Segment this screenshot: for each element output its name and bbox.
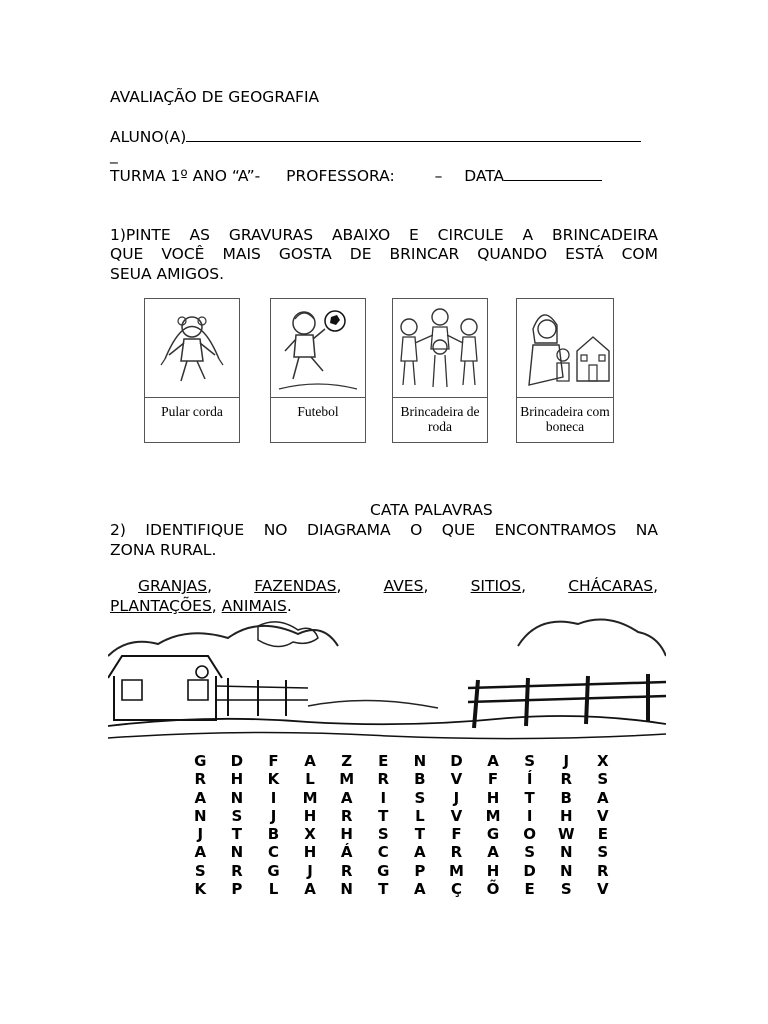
student-label: ALUNO(A) (110, 128, 187, 146)
grid-letter[interactable]: B (414, 770, 426, 789)
card-ring-game[interactable] (392, 298, 488, 443)
grid-letter[interactable]: A (304, 752, 316, 770)
grid-letter[interactable]: C (267, 843, 279, 862)
date-label: DATA (464, 167, 505, 185)
jump-rope-girl-icon (145, 299, 239, 398)
grid-letter[interactable]: R (560, 770, 573, 789)
word-aves: AVES (383, 577, 424, 595)
grid-letter[interactable]: B (560, 788, 572, 807)
grid-letter[interactable]: E (597, 825, 608, 844)
grid-letter[interactable]: R (377, 770, 390, 789)
grid-letter[interactable]: B (267, 825, 280, 844)
grid-letter[interactable]: A (414, 880, 426, 899)
word-sitios: SITIOS (470, 577, 522, 595)
grid-letter[interactable]: R (340, 806, 353, 825)
q2-line-2: ZONA RURAL. (110, 541, 217, 559)
grid-letter[interactable]: X (304, 825, 316, 844)
grid-letter[interactable]: J (307, 861, 313, 880)
grid-letter[interactable]: S (597, 770, 609, 789)
grid-letter[interactable]: H (340, 825, 353, 844)
grid-letter[interactable]: T (231, 825, 242, 844)
separator: , (207, 577, 213, 595)
word-plantacoes: PLANTAÇÕES (110, 597, 212, 615)
separator: , (423, 577, 429, 595)
farm-landscape-icon (108, 616, 666, 744)
card-caption: Brincadeira de roda (400, 404, 480, 434)
grid-letter[interactable]: N (559, 843, 573, 862)
grid-letter[interactable]: V (597, 806, 609, 825)
grid-letter[interactable]: M (339, 770, 355, 789)
word-granjas: GRANJAS (138, 577, 208, 595)
grid-letter[interactable]: R (450, 843, 463, 862)
grid-letter[interactable]: S (231, 806, 243, 825)
grid-letter[interactable]: R (597, 861, 609, 880)
grid-letter[interactable]: J (563, 752, 570, 770)
page-title: AVALIAÇÃO DE GEOGRAFIA (110, 88, 320, 106)
grid-letter[interactable]: T (524, 788, 535, 807)
grid-letter[interactable]: V (450, 806, 463, 825)
grid-letter[interactable]: S (560, 880, 572, 899)
ring-game-children-icon (393, 299, 487, 398)
grid-letter[interactable]: A (487, 752, 499, 770)
grid-letter[interactable]: S (524, 752, 536, 770)
grid-letter[interactable]: M (302, 788, 318, 807)
soccer-boy-icon (271, 299, 365, 398)
grid-letter[interactable]: H (303, 806, 317, 825)
grid-letter[interactable]: P (231, 880, 243, 899)
q2-line-1: 2) IDENTIFIQUE NO DIAGRAMA O QUE ENCONTRAMOS NA (110, 521, 658, 539)
grid-letter[interactable]: N (413, 752, 427, 770)
grid-letter[interactable]: A (487, 843, 499, 862)
grid-letter[interactable]: N (559, 861, 573, 880)
grid-letter[interactable]: S (597, 843, 609, 862)
grid-letter[interactable]: H (303, 843, 317, 862)
final-period: . (286, 597, 292, 615)
grid-letter[interactable]: H (230, 770, 244, 789)
grid-letter[interactable]: T (414, 825, 425, 844)
class-row (110, 166, 658, 185)
q1-line-2: QUE VOCÊ MAIS GOSTA DE BRINCAR QUANDO ESTÁ COM (110, 245, 658, 263)
stray-underscore: _ (110, 146, 118, 164)
word-chacaras: CHÁCARAS (568, 577, 654, 595)
grid-letter[interactable]: F (451, 825, 462, 844)
grid-letter[interactable]: D (230, 752, 244, 770)
grid-letter[interactable]: I (380, 788, 387, 807)
grid-letter[interactable]: V (450, 770, 463, 789)
grid-letter[interactable]: M (485, 806, 501, 825)
date-field[interactable] (504, 166, 602, 181)
section-title: CATA PALAVRAS (370, 501, 493, 519)
grid-letter[interactable]: Í (526, 770, 533, 789)
grid-letter[interactable]: I (270, 788, 277, 807)
grid-letter[interactable]: G (267, 861, 280, 880)
grid-letter[interactable]: M (448, 861, 464, 880)
grid-letter[interactable]: A (414, 843, 426, 862)
grid-letter[interactable]: L (268, 880, 279, 899)
grid-letter[interactable]: Ç (450, 880, 462, 899)
grid-letter[interactable]: A (304, 880, 316, 899)
grid-letter[interactable]: A (194, 788, 207, 807)
grid-letter[interactable]: G (377, 861, 390, 880)
grid-letter[interactable]: Õ (486, 880, 500, 899)
grid-letter[interactable]: F (487, 770, 499, 789)
grid-letter[interactable]: G (486, 825, 500, 844)
grid-letter[interactable]: E (378, 752, 389, 770)
grid-letter[interactable]: N (194, 806, 207, 825)
word-animais: ANIMAIS (221, 597, 287, 615)
grid-letter[interactable]: J (270, 806, 277, 825)
word-list-line-2 (110, 597, 658, 615)
student-name-field[interactable] (186, 127, 641, 142)
grid-letter[interactable]: W (557, 825, 575, 844)
grid-letter[interactable]: N (230, 788, 244, 807)
card-caption: Pular corda (161, 404, 223, 419)
grid-letter[interactable]: H (486, 788, 500, 807)
grid-letter[interactable]: S (377, 825, 389, 844)
grid-letter[interactable]: D (523, 861, 536, 880)
card-soccer[interactable] (270, 298, 366, 443)
grid-letter[interactable]: N (230, 843, 244, 862)
grid-letter[interactable]: X (597, 752, 609, 770)
teacher-label: PROFESSORA: (286, 167, 395, 185)
grid-letter[interactable]: Z (341, 752, 353, 770)
card-doll[interactable] (516, 298, 614, 443)
grid-letter[interactable]: L (415, 806, 425, 825)
grid-letter[interactable]: S (524, 843, 536, 862)
grid-letter[interactable]: S (194, 861, 206, 880)
card-caption: Futebol (297, 404, 339, 419)
grid-letter[interactable]: K (267, 770, 280, 789)
grid-letter[interactable]: E (524, 880, 535, 899)
grid-letter[interactable]: I (526, 806, 533, 825)
q1-line-1: 1)PINTE AS GRAVURAS ABAIXO E CIRCULE A BRINCADEIRA (110, 226, 658, 244)
grid-letter[interactable]: N (340, 880, 353, 899)
grid-letter[interactable]: H (559, 806, 573, 825)
grid-letter[interactable]: L (305, 770, 315, 789)
grid-letter[interactable]: R (231, 861, 243, 880)
class-label: TURMA 1º ANO “A”- (110, 167, 261, 185)
grid-letter[interactable]: G (194, 752, 207, 770)
card-caption: Brincadeira com boneca (520, 404, 610, 434)
separator: , (653, 577, 658, 595)
grid-letter[interactable]: F (268, 752, 279, 770)
word-list-line-1 (110, 577, 658, 595)
q1-line-3: SEUA AMIGOS. (110, 265, 225, 283)
grid-letter[interactable]: C (377, 843, 389, 862)
student-row (110, 127, 658, 146)
grid-letter[interactable]: H (486, 861, 500, 880)
grid-letter[interactable]: J (453, 788, 460, 807)
grid-letter[interactable]: J (197, 825, 204, 844)
dash: – (434, 167, 443, 185)
grid-letter[interactable]: A (194, 843, 207, 862)
separator: , (521, 577, 527, 595)
word-fazendas: FAZENDAS (254, 577, 337, 595)
grid-letter[interactable]: A (340, 788, 353, 807)
grid-letter[interactable]: R (194, 770, 207, 789)
girl-with-doll-icon (517, 299, 613, 398)
grid-letter[interactable]: T (378, 806, 389, 825)
card-jump-rope[interactable] (144, 298, 240, 443)
grid-letter[interactable]: S (414, 788, 426, 807)
grid-letter[interactable]: T (378, 880, 389, 899)
grid-letter[interactable]: P (414, 861, 426, 880)
grid-letter[interactable]: R (340, 861, 353, 880)
grid-letter[interactable]: K (194, 880, 207, 899)
grid-letter[interactable]: A (597, 788, 609, 807)
grid-letter[interactable]: V (597, 880, 609, 899)
grid-letter[interactable]: O (523, 825, 537, 844)
separator: , (336, 577, 342, 595)
separator: , (211, 597, 217, 615)
grid-letter[interactable]: D (450, 752, 463, 770)
word-search-grid[interactable] (182, 752, 622, 898)
grid-letter[interactable]: Á (340, 843, 353, 862)
